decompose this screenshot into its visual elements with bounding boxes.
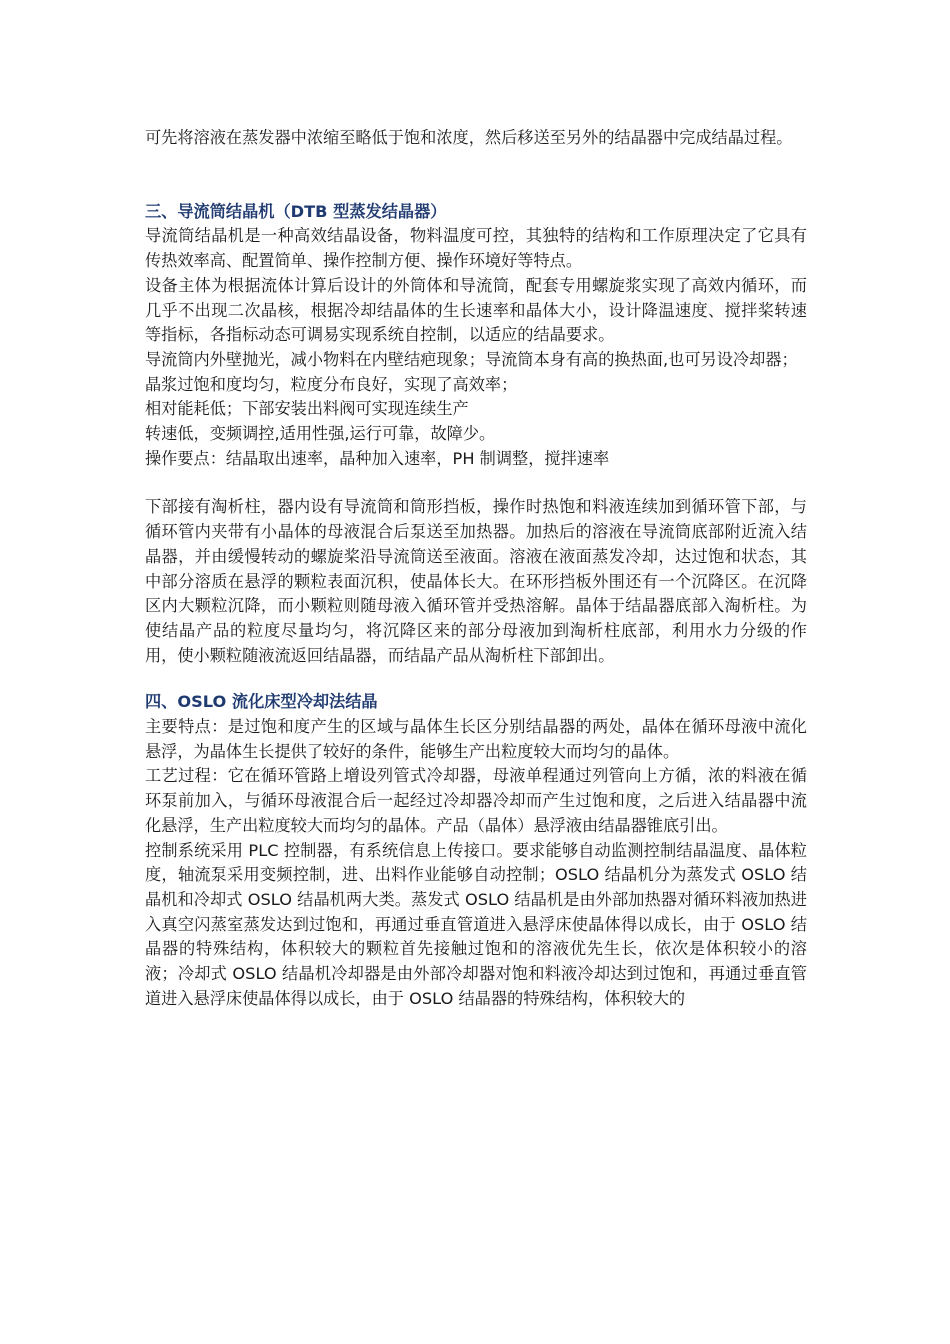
section-3-paragraph-2: 设备主体为根据流体计算后设计的外筒体和导流筒，配套专用螺旋浆实现了高效内循环，而几乎不出现二次晶核，根据冷却结晶体的生长速率和晶体大小，设计降温速度、搅拌桨转速等指标，各指标动态可调易实现系统自控制，以适应的结晶要求。: [145, 275, 807, 345]
section-4-paragraph-2: 工艺过程：它在循环管路上增设列管式冷却器，母液单程通过列管向上方循，浓的料液在循环泵前加入，与循环母液混合后一起经过冷却器冷却而产生过饱和度，之后进入结晶器中流化悬浮，生产出粒度较大而均匀的晶体。产品（晶体）悬浮液由结晶器锥底引出。: [145, 766, 807, 835]
section-4-paragraph-1: 主要特点：是过饱和度产生的区域与晶体生长区分别结晶器的两处，晶体在循环母液中流化悬浮，为晶体生长提供了较好的条件，能够生产出粒度较大而均匀的晶体。: [145, 717, 807, 761]
spacer: [145, 668, 807, 690]
section-3-paragraph-3: 导流筒内外壁抛光，减小物料在内壁结疤现象；导流筒本身有高的换热面,也可另设冷却器；: [145, 349, 798, 369]
document-page: [145, 126, 807, 1012]
intro-paragraph: 可先将溶液在蒸发器中浓缩至略低于饱和浓度，然后移送至另外的结晶器中完成结晶过程。: [145, 128, 793, 147]
section-3-paragraph-1: 导流筒结晶机是一种高效结晶设备，物料温度可控，其独特的结构和工作原理决定了它具有传热效率高、配置简单、操作控制方便、操作环境好等特点。: [145, 226, 807, 271]
section-3-paragraph-7: 操作要点：结晶取出速率，晶种加入速率，PH 制调整，搅拌速率: [145, 448, 610, 468]
section-3-paragraph-6: 转速低，变频调控,适用性强,运行可靠，故障少。: [145, 424, 496, 444]
section-3-paragraph-4: 晶浆过饱和度均匀，粒度分布良好，实现了高效率；: [145, 374, 518, 394]
section-3-heading: 三、导流筒结晶机（DTB 型蒸发结晶器）: [145, 201, 447, 221]
spacer: [145, 151, 807, 200]
section-3-paragraph-5: 相对能耗低；下部安装出料阀可实现连续生产: [145, 399, 469, 419]
section-4-heading: 四、OSLO 流化床型冷却法结晶: [145, 692, 378, 712]
section-3-paragraph-8: 下部接有淘析柱，器内设有导流筒和筒形挡板，操作时热饱和料液连续加到循环管下部，与循环管内夹带有小晶体的母液混合后泵送至加热器。加热后的溶液在导流筒底部附近流入结晶器，并由缓慢转动的螺旋桨沿导流筒送至液面。溶液在液面蒸发冷却，达过饱和状态，其中部分溶质在悬浮的颗粒表面沉积，使晶体长大。在环形挡板外围还有一个沉降区。在沉降区内大颗粒沉降，而小颗粒则随母液入循环管并受热溶解。晶体于结晶器底部入淘析柱。为使结晶产品的粒度尽量均匀，将沉降区来的部分母液加到淘析柱底部，利用水力分级的作用，使小颗粒随液流返回结晶器，而结晶产品从淘析柱下部卸出。: [145, 497, 807, 665]
spacer: [145, 471, 807, 495]
section-4-paragraph-3: 控制系统采用 PLC 控制器，有系统信息上传接口。要求能够自动监测控制结晶温度、晶体粒度，轴流泵采用变频控制，进、出料作业能够自动控制；OSLO 结晶机分为蒸发式 OSLO 结晶机和冷却式 OSLO 结晶机两大类。蒸发式 OSLO 结晶机是由外部加热器对循环料液加热进入真空闪蒸室蒸发达到过饱和，再通过垂直管道进入悬浮床使晶体得以成长，由于 OSLO 结晶器的特殊结构，体积较大的颗粒首先接触过饱和的溶液优先生长，依次是体积较小的溶液；冷却式 OSLO 结晶机冷却器是由外部冷却器对饱和料液冷却达到过饱和，再通过垂直管道进入悬浮床使晶体得以成长，由于 OSLO 结晶器的特殊结构，体积较大的: [145, 840, 807, 1008]
